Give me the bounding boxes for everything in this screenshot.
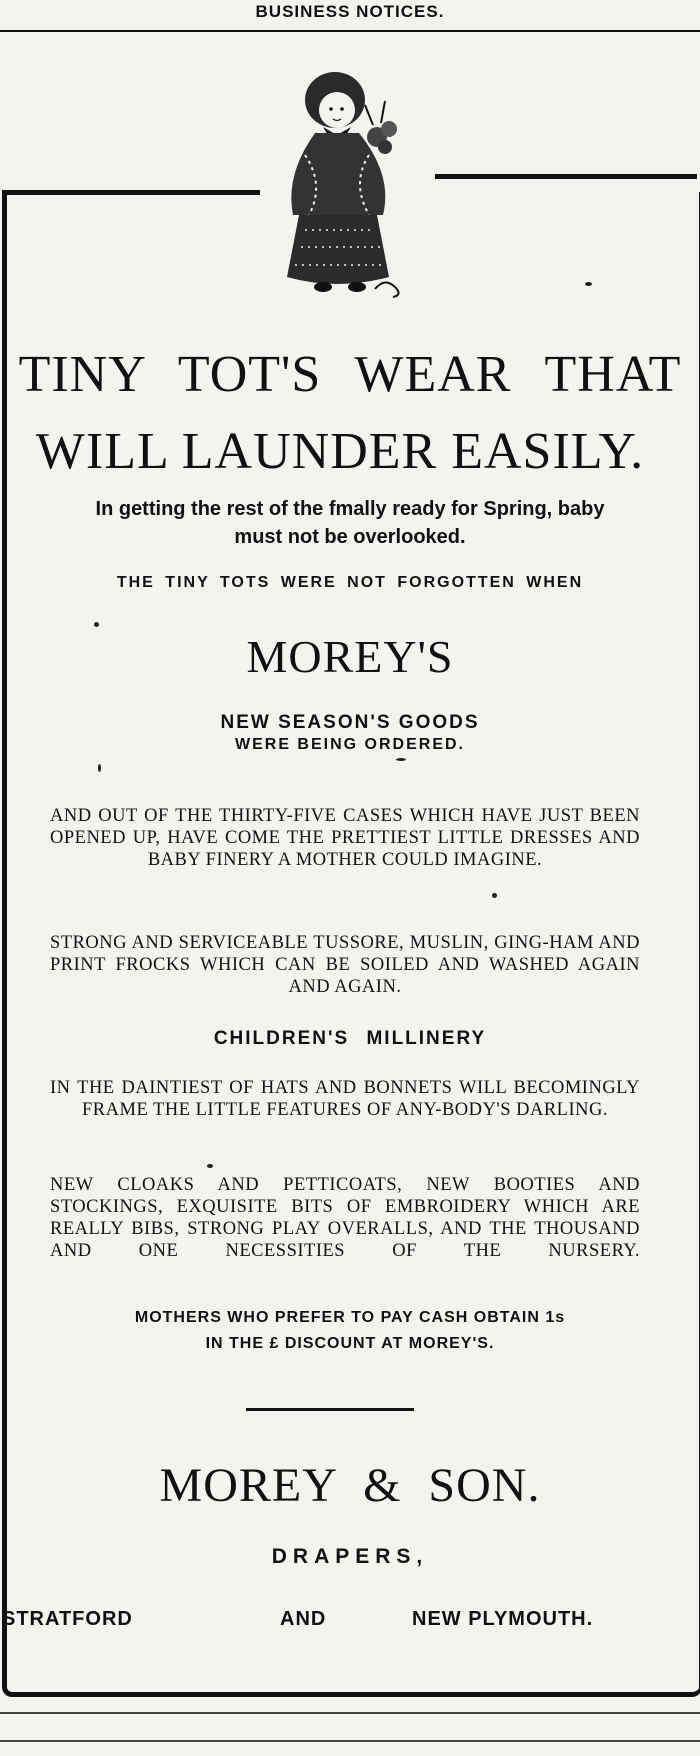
ink-speck [98, 764, 101, 772]
top-rule-right [435, 174, 697, 179]
ink-speck [396, 758, 406, 761]
girl-in-bonnet-illustration [265, 65, 425, 315]
new-season-goods [0, 712, 700, 756]
town-stratford: STRATFORD [2, 1608, 133, 1630]
paragraph-cloaks: NEW CLOAKS AND PETTICOATS, NEW BOOTIES AND STOCKINGS, EXQUISITE BITS OF EMBROIDERY WHICH ARE REALLY BIBS, STRONG PLAY OVERALLS, AND THE THOUSAND AND ONE NECESSITIES OF THE NURSERY. [50, 1175, 640, 1261]
headline-line-1: TINY TOT'S WEAR THAT [18, 346, 682, 403]
millinery-heading: CHILDREN'S MILLINERY [213, 1028, 487, 1049]
intro-line-2: must not be overlooked. [234, 526, 466, 548]
paragraph-cases: AND OUT OF THE THIRTY-FIVE CASES WHICH HAVE JUST BEEN OPENED UP, HAVE COME THE PRETTIEST LITTLE DRESSES AND BABY FINERY A MOTHER COULD IMAGINE. [50, 806, 640, 870]
section-title: BUSINESS NOTICES. [255, 2, 445, 21]
section-header [0, 0, 700, 32]
divider-rule [246, 1408, 414, 1411]
ink-speck [94, 622, 99, 627]
paragraph-frocks: STRONG AND SERVICEABLE TUSSORE, MUSLIN, GING-HAM AND PRINT FROCKS WHICH CAN BE SOILED AND WASHED AGAIN AND AGAIN. [50, 933, 640, 997]
cash-discount-notice [0, 1305, 700, 1357]
headline-line-2: WILL LAUNDER EASILY. [35, 423, 645, 480]
paragraph-hats: IN THE DAINTIEST OF HATS AND BONNETS WILL BECOMINGLY FRAME THE LITTLE FEATURES OF ANY-BODY'S DARLING. [50, 1078, 640, 1120]
seasons-line-2: WERE BEING ORDERED. [234, 736, 465, 753]
ink-speck [585, 282, 592, 286]
footer-rule-2 [0, 1740, 700, 1742]
cash-line-1: MOTHERS WHO PREFER TO PAY CASH OBTAIN 1s [134, 1309, 566, 1326]
town-new-plymouth: NEW PLYMOUTH. [412, 1608, 594, 1630]
footer-rule-1 [0, 1712, 700, 1714]
ink-speck [492, 893, 497, 898]
drapers-label: DRAPERS, [271, 1545, 429, 1568]
town-connector: AND [280, 1608, 327, 1630]
forgotten-line: THE TINY TOTS WERE NOT FORGOTTEN WHEN [116, 574, 584, 591]
firm-name: MOREY & SON. [159, 1459, 541, 1512]
cash-line-2: IN THE £ DISCOUNT AT MOREY'S. [205, 1335, 495, 1352]
intro-text [0, 495, 700, 551]
seasons-line-1: NEW SEASON'S GOODS [220, 712, 480, 733]
brand-name: MOREY'S [246, 631, 454, 682]
intro-line-1: In getting the rest of the fmally ready for Spring, baby [95, 498, 605, 520]
ink-speck [207, 1164, 213, 1168]
